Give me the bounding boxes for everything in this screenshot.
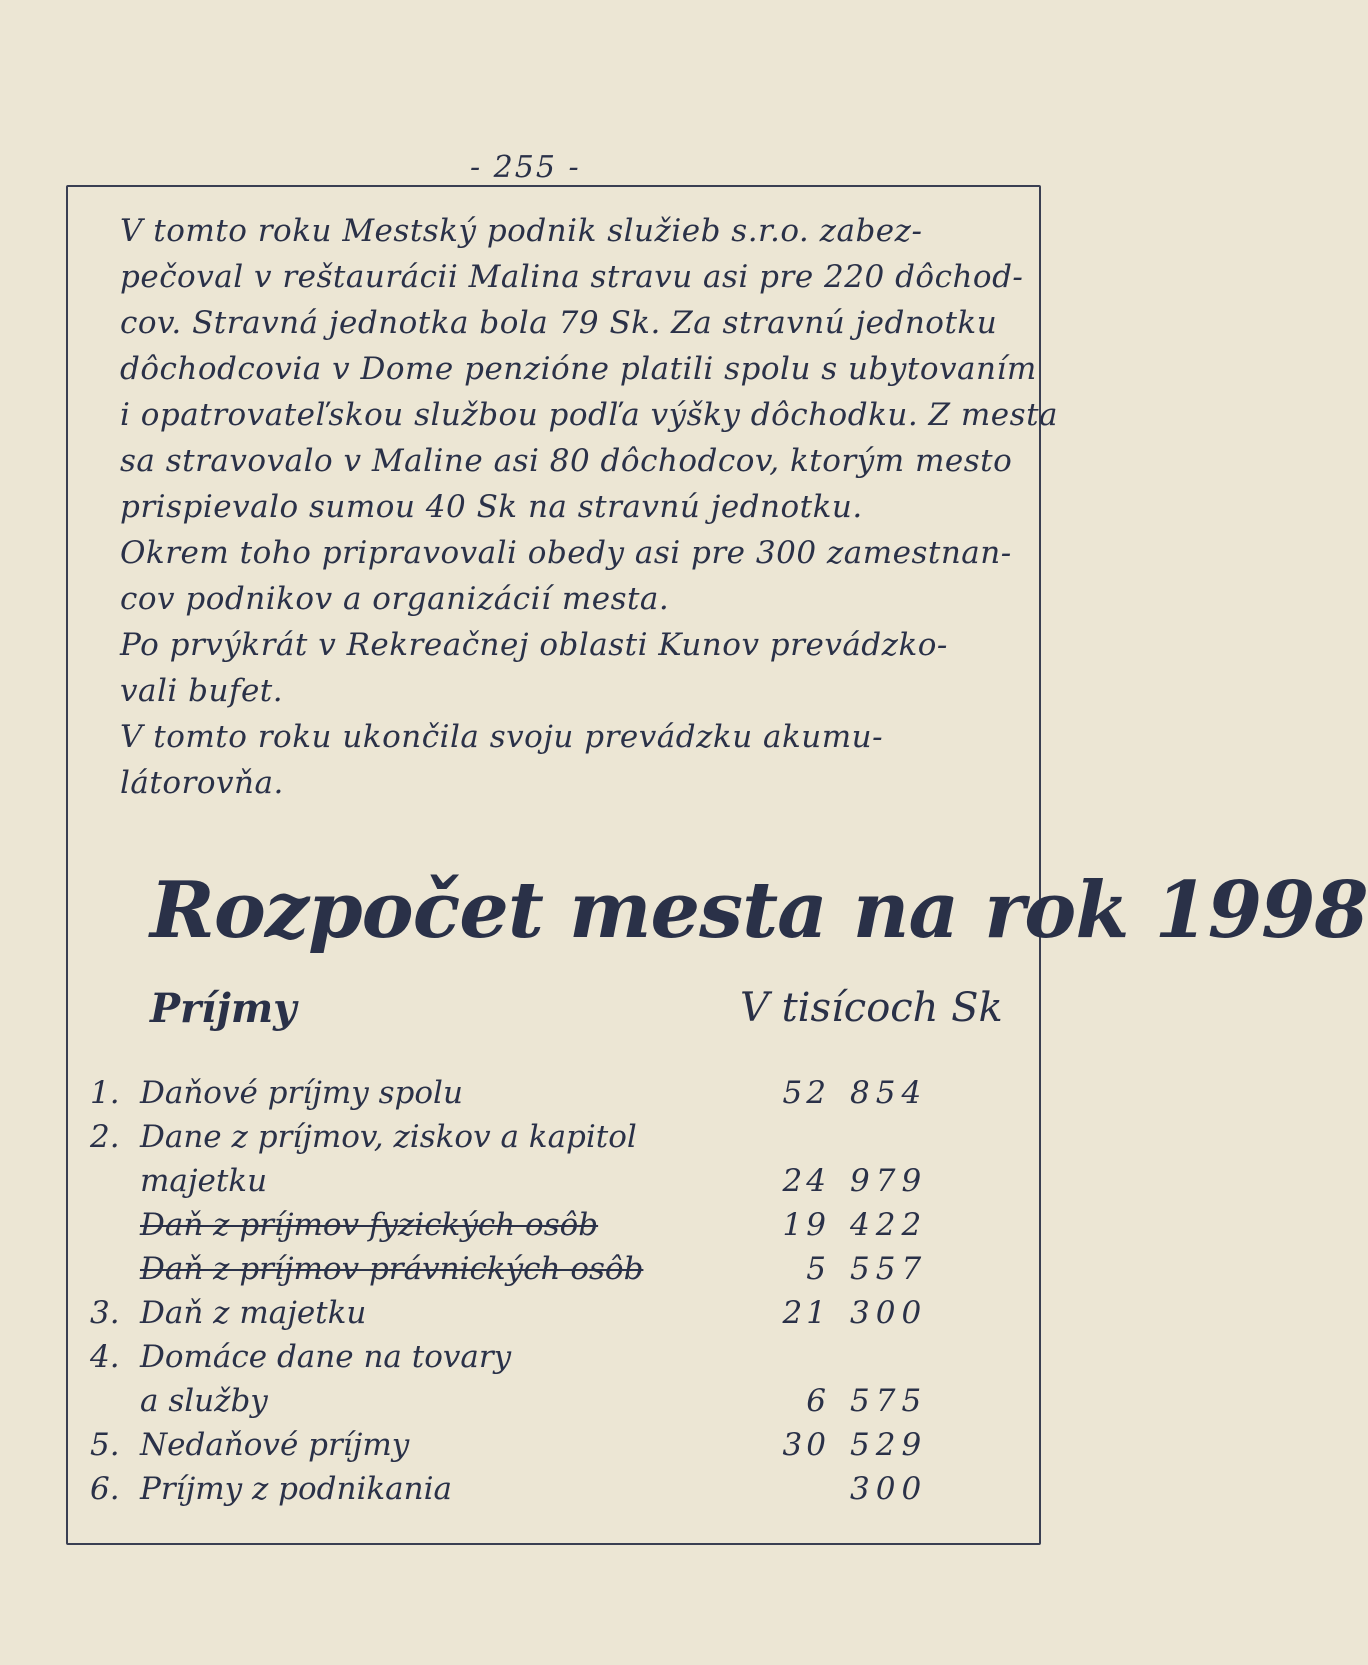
row-label: Daň z príjmov právnických osôb	[140, 1251, 644, 1287]
row-label: Daň z príjmov fyzických osôb	[140, 1207, 599, 1243]
row-value-units: 422	[850, 1207, 928, 1243]
budget-table	[90, 1075, 990, 1515]
text-line: látorovňa.	[120, 765, 284, 801]
table-row	[90, 1383, 990, 1427]
table-row	[90, 1075, 990, 1119]
text-line: prispievalo sumou 40 Sk na stravnú jednotku.	[120, 489, 863, 525]
paragraph-battery-plant	[120, 714, 1040, 806]
table-row	[90, 1295, 990, 1339]
row-value-units: 979	[850, 1163, 928, 1199]
paragraph-restaurant	[120, 208, 1059, 530]
row-value-thousands: 24	[782, 1163, 830, 1199]
row-value-units: 557	[850, 1251, 928, 1287]
table-row	[90, 1471, 990, 1515]
row-value-thousands: 52	[782, 1075, 830, 1111]
text-line: V tomto roku Mestský podnik služieb s.r.o. zabez-	[120, 213, 923, 249]
text-line: cov. Stravná jednotka bola 79 Sk. Za stravnú jednotku	[120, 305, 998, 341]
text-line: vali bufet.	[120, 673, 284, 709]
row-label: Nedaňové príjmy	[140, 1427, 410, 1463]
row-number: 3.	[90, 1295, 120, 1331]
row-value-thousands: 19	[782, 1207, 830, 1243]
units-label: V tisícoch Sk	[740, 985, 1003, 1031]
paragraph-kunov	[120, 622, 1040, 714]
row-label: majetku	[140, 1163, 268, 1199]
row-number: 4.	[90, 1339, 120, 1375]
table-row	[90, 1207, 990, 1251]
row-label: Dane z príjmov, ziskov a kapitol	[140, 1119, 637, 1155]
row-label: Daňové príjmy spolu	[140, 1075, 463, 1111]
text-line: cov podnikov a organizácií mesta.	[120, 581, 670, 617]
page-number: - 255 -	[470, 150, 581, 185]
row-label: a služby	[140, 1383, 268, 1419]
row-value-units: 300	[850, 1471, 928, 1507]
row-value-units: 529	[850, 1427, 928, 1463]
row-value-thousands: 30	[782, 1427, 830, 1463]
text-line: dôchodcovia v Dome penzióne platili spolu s ubytovaním	[120, 351, 1037, 387]
budget-heading: Rozpočet mesta na rok 1998	[150, 865, 1368, 956]
text-line: sa stravovalo v Maline asi 80 dôchodcov, ktorým mesto	[120, 443, 1013, 479]
row-number: 5.	[90, 1427, 120, 1463]
table-row	[90, 1427, 990, 1471]
row-value-units: 854	[850, 1075, 928, 1111]
row-number: 1.	[90, 1075, 120, 1111]
row-value-units: 575	[850, 1383, 928, 1419]
text-line: V tomto roku ukončila svoju prevádzku akumu-	[120, 719, 884, 755]
table-row	[90, 1119, 990, 1163]
income-label: Príjmy	[150, 985, 297, 1032]
row-number: 2.	[90, 1119, 120, 1155]
row-label: Príjmy z podnikania	[140, 1471, 453, 1507]
text-line: pečoval v reštaurácii Malina stravu asi pre 220 dôchod-	[120, 259, 1024, 295]
text-line: Okrem toho pripravovali obedy asi pre 300 zamestnan-	[120, 535, 1012, 571]
table-row	[90, 1163, 990, 1207]
row-value-thousands: 5	[806, 1251, 830, 1287]
row-value-units: 300	[850, 1295, 928, 1331]
text-line: Po prvýkrát v Rekreačnej oblasti Kunov prevádzko-	[120, 627, 948, 663]
table-row	[90, 1339, 990, 1383]
text-line: i opatrovateľskou službou podľa výšky dôchodku. Z mesta	[120, 397, 1059, 433]
paragraph-lunches	[120, 530, 1040, 622]
row-label: Domáce dane na tovary	[140, 1339, 512, 1375]
table-row	[90, 1251, 990, 1295]
row-value-thousands: 6	[806, 1383, 830, 1419]
row-label: Daň z majetku	[140, 1295, 367, 1331]
row-number: 6.	[90, 1471, 120, 1507]
row-value-thousands: 21	[782, 1295, 830, 1331]
